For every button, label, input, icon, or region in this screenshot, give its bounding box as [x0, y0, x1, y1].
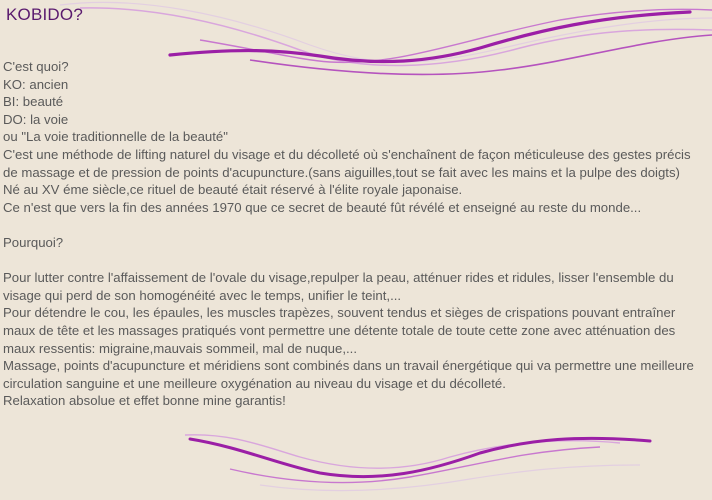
- definition-bi: BI: beauté: [3, 94, 64, 110]
- reason-paragraph: Pour lutter contre l'affaissement de l'ovale du visage,repulper la peau, atténuer rides et ridules, lisser l'ensemble du visage qui perd de son homogénéité avec le temps, unifier le teint,...: [3, 270, 674, 303]
- reveal-text: Ce n'est que vers la fin des années 1970 que ce secret de beauté fût révélé et enseigné au reste du monde...: [3, 199, 642, 215]
- definition-full: ou "La voie traditionnelle de la beauté": [3, 129, 228, 145]
- article-body: [3, 58, 708, 410]
- section-question-what: C'est quoi?: [3, 59, 69, 74]
- page-title: KOBIDO?: [6, 5, 83, 24]
- definition-do: DO: la voie: [3, 111, 69, 127]
- spacer: [3, 216, 708, 234]
- definition-ko: KO: ancien: [3, 76, 69, 92]
- closing-text: Relaxation absolue et effet bonne mine garantis!: [3, 393, 286, 409]
- reason-paragraph: Massage, points d'acupuncture et méridiens sont combinés dans un travail énergétique qui va permettre une meilleure circulation sanguine et une meilleure oxygénation au niveau du visage et du décolleté.: [3, 358, 694, 391]
- decorative-swoosh-bottom: [0, 425, 712, 500]
- reason-paragraph: Pour détendre le cou, les épaules, les muscles trapèzes, souvent tendus et sièges de crispations pouvant entraîner maux de tête et les massages pratiqués vont permettre une détente totale de toute cette zone avec atténuation des maux ressentis: migraine,mauvais sommeil, mal de nuque,...: [3, 305, 676, 356]
- origin-text: Né au XV éme siècle,ce rituel de beauté était réservé à l'élite royale japonaise.: [3, 182, 463, 198]
- spacer: [3, 252, 708, 270]
- method-description: C'est une méthode de lifting naturel du visage et du décolleté où s'enchaînent de façon méticuleuse des gestes précis de massage et de pression de points d'acupuncture.(sans aiguilles,tout se fait avec les mains et la pulpe des doigts): [3, 146, 691, 180]
- section-question-why: Pourquoi?: [3, 234, 64, 250]
